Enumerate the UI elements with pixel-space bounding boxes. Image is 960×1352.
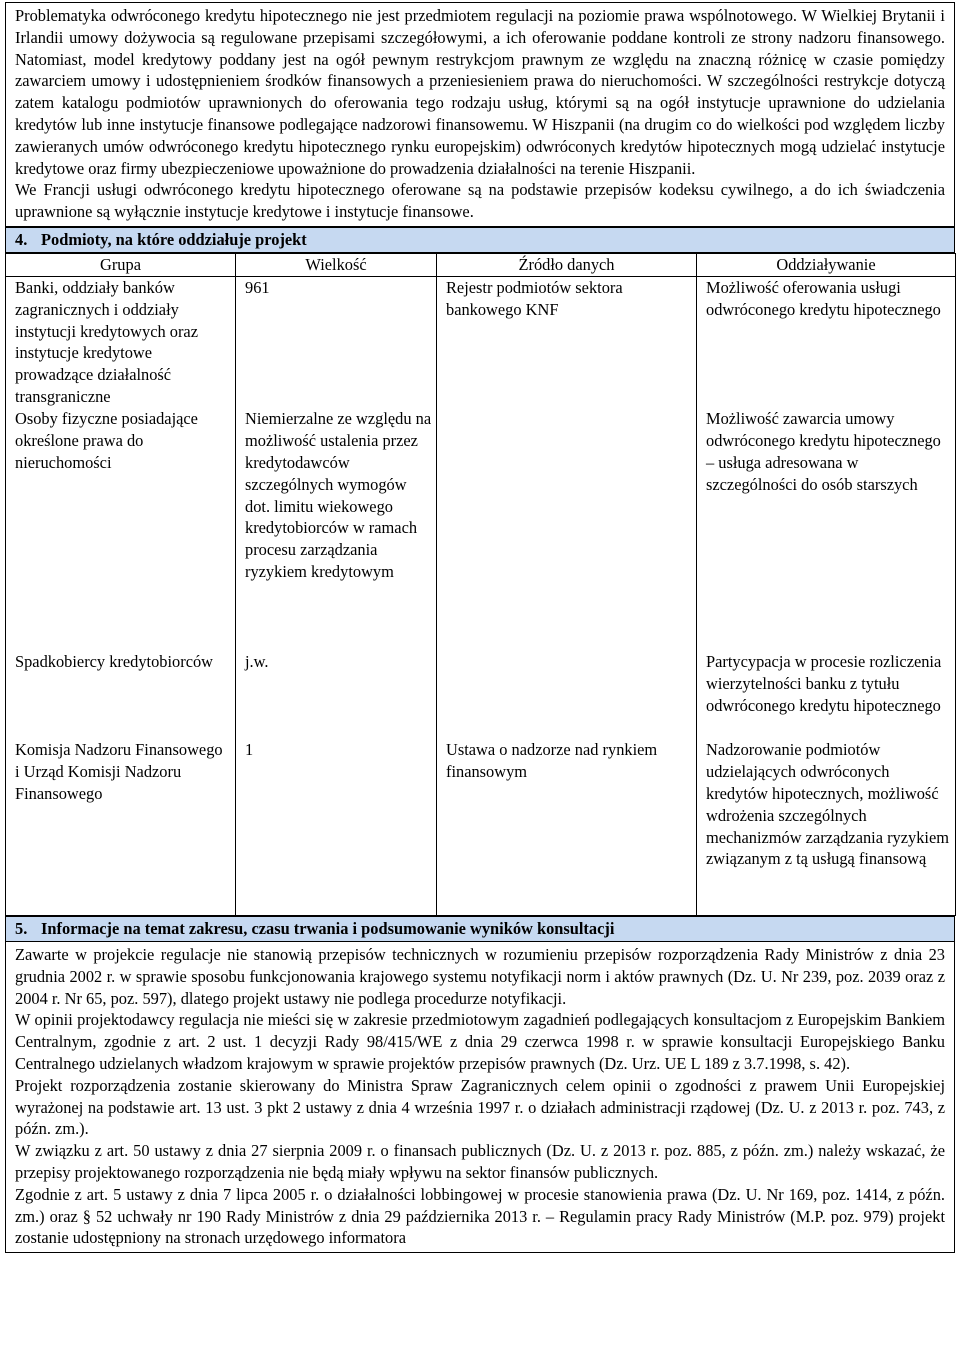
cell-grupa: Spadkobiercy kredytobiorców xyxy=(6,651,236,739)
table-row xyxy=(6,739,956,915)
cell-zrodlo: Ustawa o nadzorze nad rynkiem finansowym xyxy=(437,739,697,915)
section-5-paragraph-4: W związku z art. 50 ustawy z dnia 27 sierpnia 2009 r. o finansach publicznych (Dz. U. z 2013 r. poz. 885, z późn. zm.) należy wskazać, że przepisy projektowanego rozporządzenia nie będą miały wpływu na sektor finansów publicznych. xyxy=(15,1141,945,1182)
cell-wielkosc: Niemierzalne ze względu na możliwość ustalenia przez kredytodawców szczególnych wymogów dot. limitu wiekowego kredytobiorców w ramach procesu zarządzania ryzykiem kredytowym xyxy=(236,408,437,651)
cell-wielkosc: 961 xyxy=(236,276,437,408)
section-4-number: 4. xyxy=(15,229,28,249)
table-row xyxy=(6,408,956,651)
section-5-heading xyxy=(5,916,955,942)
intro-paragraph-2: We Francji usługi odwróconego kredytu hipotecznego oferowane są na podstawie przepisów kodeksu cywilnego, a do ich świadczenia uprawnione są wyłącznie instytucje kredytowe i instytucje finansowe. xyxy=(15,180,945,222)
impact-table xyxy=(5,253,956,916)
cell-oddzialywanie: Partycypacja w procesie rozliczenia wierzytelności banku z tytułu odwróconego kredytu hipotecznego xyxy=(697,651,956,739)
section-5-paragraph-5: Zgodnie z art. 5 ustawy z dnia 7 lipca 2005 r. o działalności lobbingowej w procesie stanowienia prawa (Dz. U. Nr 169, poz. 1414, z późn. zm.) oraz § 52 uchwały nr 190 Rady Ministrów z dnia 29 października 2013 r. – Regulamin pracy Rady Ministrów (M.P. poz. 979) projekt zostanie udostępniony na stronach urzędowego informatora xyxy=(15,1184,945,1248)
cell-grupa: Banki, oddziały banków zagranicznych i oddziały instytucji kredytowych oraz instytucje kredytowe prowadzące działalność transgraniczne xyxy=(6,276,236,408)
cell-grupa: Osoby fizyczne posiadające określone prawa do nieruchomości xyxy=(6,408,236,651)
cell-oddzialywanie: Możliwość oferowania usługi odwróconego kredytu hipotecznego xyxy=(697,276,956,408)
section-5-number: 5. xyxy=(15,918,28,938)
cell-oddzialywanie: Nadzorowanie podmiotów udzielających odwróconych kredytów hipotecznych, możliwość wdrożenia szczególnych mechanizmów zarządzania ryzykiem związanym z tą usługą finansową xyxy=(697,739,956,915)
section-5-paragraph-1: Zawarte w projekcie regulacje nie stanowią przepisów technicznych w rozumieniu przepisów rozporządzenia Rady Ministrów z dnia 23 grudnia 2002 r. w sprawie sposobu funkcjonowania krajowego systemu notyfikacji norm i aktów prawnych (Dz. U. Nr 239, poz. 2039 oraz z 2004 r. Nr 65, poz. 597), dlatego projekt ustawy nie podlega procedurze notyfikacji. xyxy=(15,944,945,1008)
section-4-heading xyxy=(5,227,955,253)
section-5-body xyxy=(5,942,955,1253)
cell-oddzialywanie: Możliwość zawarcia umowy odwróconego kredytu hipotecznego – usługa adresowana w szczególności do osób starszych xyxy=(697,408,956,651)
table-row xyxy=(6,651,956,739)
cell-wielkosc: 1 xyxy=(236,739,437,915)
section-5-paragraph-3: Projekt rozporządzenia zostanie skierowany do Ministra Spraw Zagranicznych celem opinii o zgodności z prawem Unii Europejskiej wyrażonej na podstawie art. 13 ust. 3 pkt 2 ustawy z dnia 4 września 1997 r. o działach administracji rządowej (Dz. U. z 2013 r. poz. 743, z późn. zm.). xyxy=(15,1075,945,1139)
table-row xyxy=(6,276,956,408)
section-4-title: Podmioty, na które oddziałuje projekt xyxy=(41,229,307,249)
document-page xyxy=(5,2,955,1253)
cell-grupa: Komisja Nadzoru Finansowego i Urząd Komisji Nadzoru Finansowego xyxy=(6,739,236,915)
column-header-grupa: Grupa xyxy=(6,253,236,276)
table-header-row xyxy=(6,253,956,276)
cell-zrodlo: Rejestr podmiotów sektora bankowego KNF xyxy=(437,276,697,408)
intro-section xyxy=(5,2,955,227)
section-5-paragraph-2: W opinii projektodawcy regulacja nie mieści się w zakresie przedmiotowym zagadnień podlegających konsultacjom z Europejskim Bankiem Centralnym, zgodnie z art. 2 ust. 1 decyzji Rady 98/415/WE z dnia 29 czerwca 1998 r. w sprawie konsultacji Europejskiego Banku Centralnego udzielanych władzom krajowym w sprawie projektów przepisów prawnych (Dz. Urz. UE L 189 z 3.7.1998, s. 42). xyxy=(15,1010,945,1073)
section-5-title: Informacje na temat zakresu, czasu trwania i podsumowanie wyników konsultacji xyxy=(41,918,615,938)
column-header-oddzialywanie: Oddziaływanie xyxy=(697,253,956,276)
intro-paragraph-1: Problematyka odwróconego kredytu hipotecznego nie jest przedmiotem regulacji na poziomie prawa wspólnotowego. W Wielkiej Brytanii i Irlandii umowy dożywocia są regulowane przepisami szczegółowymi, a ich oferowanie poddane kontroli ze strony nadzoru finansowego. Natomiast, model kredytowy poddany jest na ogół pewnym restrykcjom prawnym ze względu na znaczną różnicę w czasie pomiędzy zawarciem umowy i udostępnieniem środków finansowych a przeniesieniem prawa do nieruchomości. W szczególności restrykcje dotyczą zatem katalogu podmiotów uprawnionych do oferowania tego rodzaju usług, którymi są na ogół instytucje uprawnione do udzielania kredytów lub inne instytucje finansowe podlegające nadzorowi finansowemu. W Hiszpanii (na drugim co do wielkości pod względem liczby zawieranych umów odwróconego kredytu hipotecznego rynku europejskim) odwróconych kredytów hipotecznych mogą udzielać instytucje kredytowe oraz firmy ubezpieczeniowe upoważnione do prowadzenia działalności na terenie Hiszpanii. xyxy=(15,6,945,178)
column-header-wielkosc: Wielkość xyxy=(236,253,437,276)
cell-zrodlo xyxy=(437,651,697,739)
cell-wielkosc: j.w. xyxy=(236,651,437,739)
column-header-zrodlo: Źródło danych xyxy=(437,253,697,276)
cell-zrodlo xyxy=(437,408,697,651)
